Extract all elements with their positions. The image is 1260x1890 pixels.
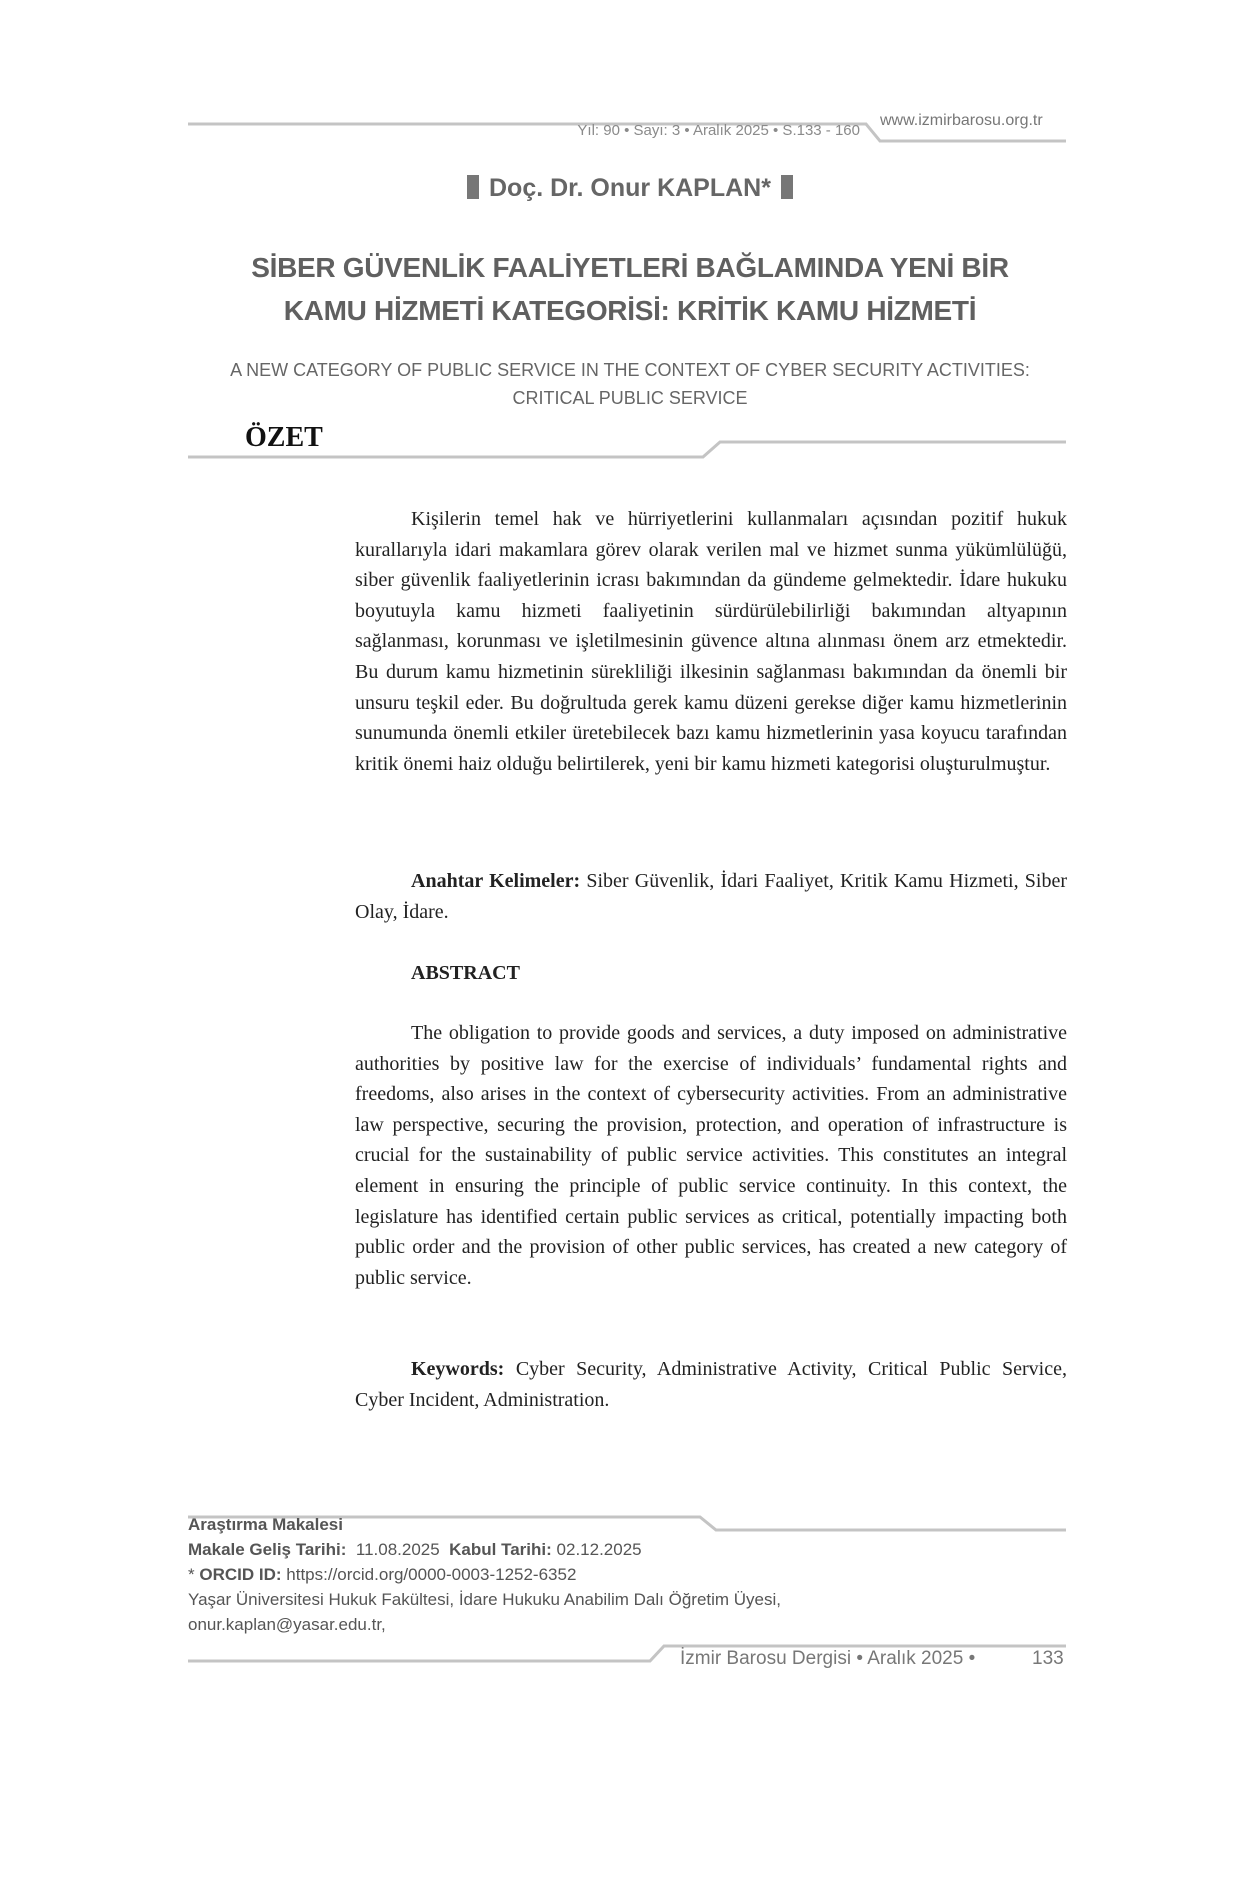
title-en-line: A NEW CATEGORY OF PUBLIC SERVICE IN THE CONTEXT OF CYBER SECURITY ACTIVITIES: (230, 360, 1030, 380)
ozet-heading: ÖZET (245, 422, 323, 453)
page-number: 133 (1032, 1648, 1064, 1669)
keywords-tr (355, 866, 1067, 927)
abstract-heading-text: ABSTRACT (411, 962, 520, 984)
author-email[interactable]: onur.kaplan@yasar.edu.tr, (188, 1615, 386, 1634)
ozet-paragraph: Kişilerin temel hak ve hürriyetlerini kullanmaları açısından pozitif hukuk kurallarıyla idari makamlara görev olarak verilen mal ve hizmet sunma yükümlülüğü, siber güvenlik faaliyetlerinin icrası bakımından da gündeme gelmektedir. İdare hukuku boyutuyla kamu hizmeti faaliyetinin sürdürülebilirliği bakımından altyapının sağlanması, korunması ve işletilmesinin güvence altına alınması önem arz etmektedir. Bu durum kamu hizmetinin sürekliliği ilkesinin sağlanması bakımından da önemli bir unsuru teşkil eder. Bu doğrultuda gerek kamu düzeni gerekse diğer kamu hizmetlerinin sunumunda önemli etkiler üretebilecek bazı kamu hizmetlerinin yasa koyucu tarafından kritik önemi haiz olduğu belirtilerek, yeni bir kamu hizmeti kategorisi oluşturulmuştur. (355, 508, 1067, 775)
keywords-tr-label: Anahtar Kelimeler: (411, 870, 581, 892)
article-title-tr (200, 246, 1060, 332)
title-line: KAMU HİZMETİ KATEGORİSİ: KRİTİK KAMU HİZMETİ (283, 295, 977, 326)
keywords-tr-text: Siber Güvenlik, İdari Faaliyet, Kritik Kamu Hizmeti, Siber Olay, İdare. (355, 870, 1067, 923)
article-title-en (200, 356, 1060, 412)
title-line: SİBER GÜVENLİK FAALİYETLERİ BAĞLAMINDA YENİ BİR (251, 252, 1009, 283)
accepted-date: 02.12.2025 (556, 1540, 642, 1559)
orcid-link[interactable]: https://orcid.org/0000-0003-1252-6352 (286, 1565, 577, 1584)
ozet-body (355, 504, 1067, 779)
affiliation: Yaşar Üniversitesi Hukuk Fakültesi, İdare Hukuku Anabilim Dalı Öğretim Üyesi, (188, 1590, 782, 1609)
abstract-paragraph: The obligation to provide goods and services, a duty imposed on administrative authorities by positive law for the exercise of individuals’ fundamental rights and freedoms, also arises in the context of cybersecurity activities. From an administrative law perspective, securing the provision, protection, and operation of infrastructure is crucial for the sustainability of public service activities. This constitutes an integral element in ensuring the principle of public service continuity. In this context, the legislature has identified certain public services as critical, potentially impacting both public order and the provision of other public services, has created a new category of public service. (355, 1022, 1067, 1289)
author-text: Doç. Dr. Onur KAPLAN* (489, 174, 771, 202)
square-marker-icon (467, 175, 479, 199)
received-date: 11.08.2025 (355, 1540, 440, 1559)
journal-footer: İzmir Barosu Dergisi • Aralık 2025 • (680, 1648, 976, 1669)
keywords-en-label: Keywords: (411, 1358, 505, 1380)
keywords-en-text: Cyber Security, Administrative Activity, Critical Public Service, Cyber Incident, Administration. (355, 1358, 1067, 1411)
article-footnote (188, 1512, 781, 1637)
received-label: Makale Geliş Tarihi: (188, 1540, 347, 1559)
accepted-label: Kabul Tarihi: (449, 1540, 552, 1559)
abstract-body (355, 1018, 1067, 1293)
article-type: Araştırma Makalesi (188, 1515, 343, 1534)
title-en-line: CRITICAL PUBLIC SERVICE (512, 388, 748, 408)
abstract-heading (355, 958, 1067, 989)
website-link[interactable]: www.izmirbarosu.org.tr (880, 112, 1043, 129)
author-name (0, 174, 1260, 203)
keywords-en (355, 1354, 1067, 1415)
issue-info: Yıl: 90 • Sayı: 3 • Aralık 2025 • S.133 - 160 (577, 122, 860, 139)
footnote-marker: * (188, 1565, 195, 1584)
square-marker-icon (781, 175, 793, 199)
orcid-label: ORCID ID: (199, 1565, 282, 1584)
